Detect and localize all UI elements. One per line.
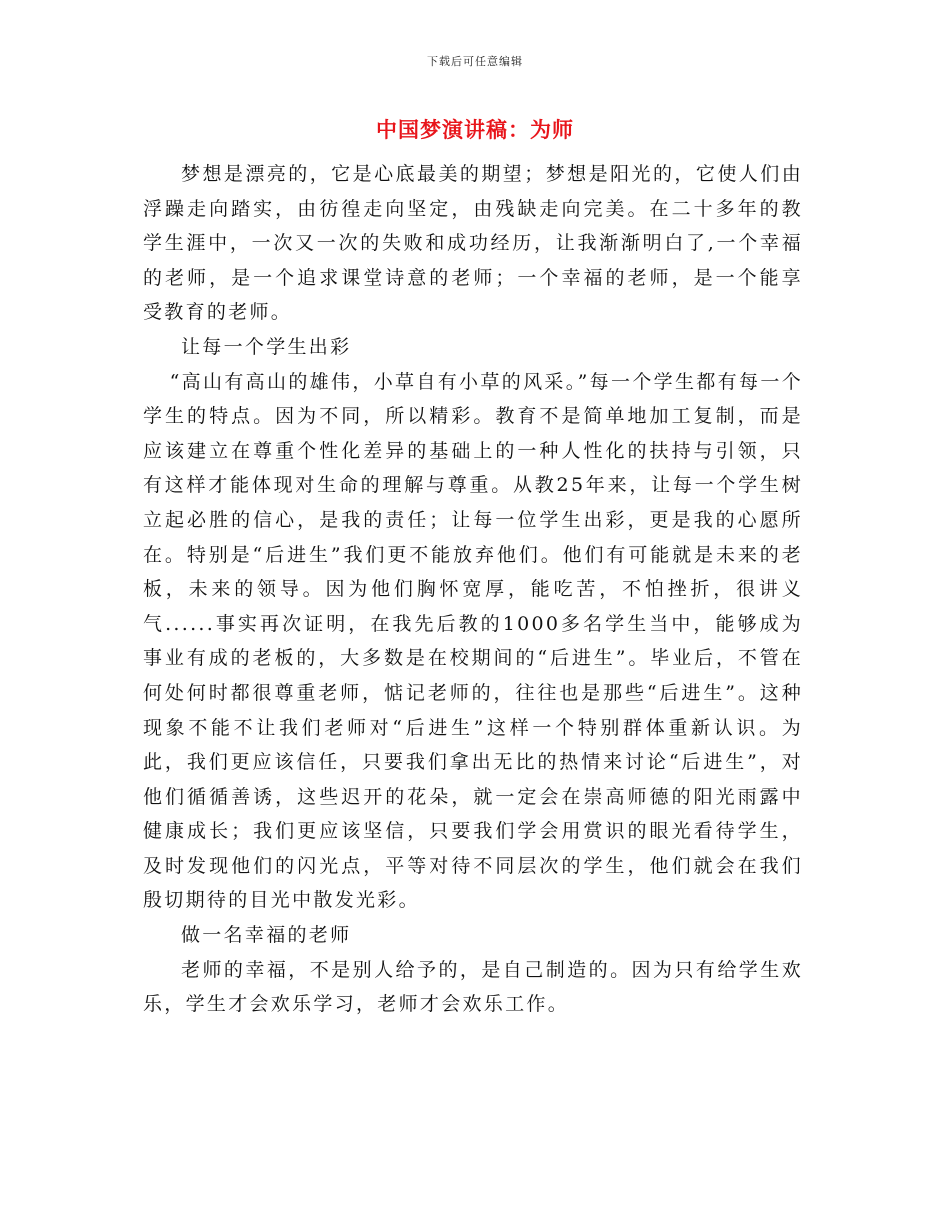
section-heading: 让每一个学生出彩 — [181, 335, 352, 358]
document-body — [143, 157, 803, 1022]
header-note: 下载后可任意编辑 — [427, 55, 523, 68]
section-heading: 做一名幸福的老师 — [181, 924, 352, 947]
body-paragraph: 老师的幸福，不是别人给予的，是自己制造的。因为只有给学生欢乐，学生才会欢乐学习，老师才会欢乐工作。 — [143, 958, 803, 1016]
body-paragraph: “高山有高山的雄伟，小草自有小草的风采。”每一个学生都有每一个学生的特点。因为不同，所以精彩。教育不是简单地加工复制，而是应该建立在尊重个性化差异的基础上的一种人性化的扶持与引领，只有这样才能体现对生命的理解与尊重。从教25年来，让每一个学生树立起必胜的信心，是我的责任；让每一位学生出彩，更是我的心愿所在。特别是“后进生”我们更不能放弃他们。他们有可能就是未来的老板，未来的领导。因为他们胸怀宽厚，能吃苦，不怕挫折，很讲义气......事实再次证明，在我先后教的1000多名学生当中，能够成为事业有成的老板的，大多数是在校期间的“后进生”。毕业后，不管在何处何时都很尊重老师，惦记老师的，往往也是那些“后进生”。这种现象不能不让我们老师对“后进生”这样一个特别群体重新认识。为此，我们更应该信任，只要我们拿出无比的热情来讨论“后进生”，对他们循循善诱，这些迟开的花朵，就一定会在崇高师德的阳光雨露中健康成长；我们更应该坚信，只要我们学会用赏识的眼光看待学生，及时发现他们的闪光点，平等对待不同层次的学生，他们就会在我们殷切期待的目光中散发光彩。 — [143, 370, 803, 912]
document-title: 中国梦演讲稿：为师 — [376, 118, 574, 142]
intro-paragraph: 梦想是漂亮的，它是心底最美的期望；梦想是阳光的，它使人们由浮躁走向踏实，由彷徨走向坚定，由残缺走向完美。在二十多年的教学生涯中，一次又一次的失败和成功经历，让我渐渐明白了,一个幸福的老师，是一个追求课堂诗意的老师；一个幸福的老师，是一个能享受教育的老师。 — [143, 163, 803, 324]
